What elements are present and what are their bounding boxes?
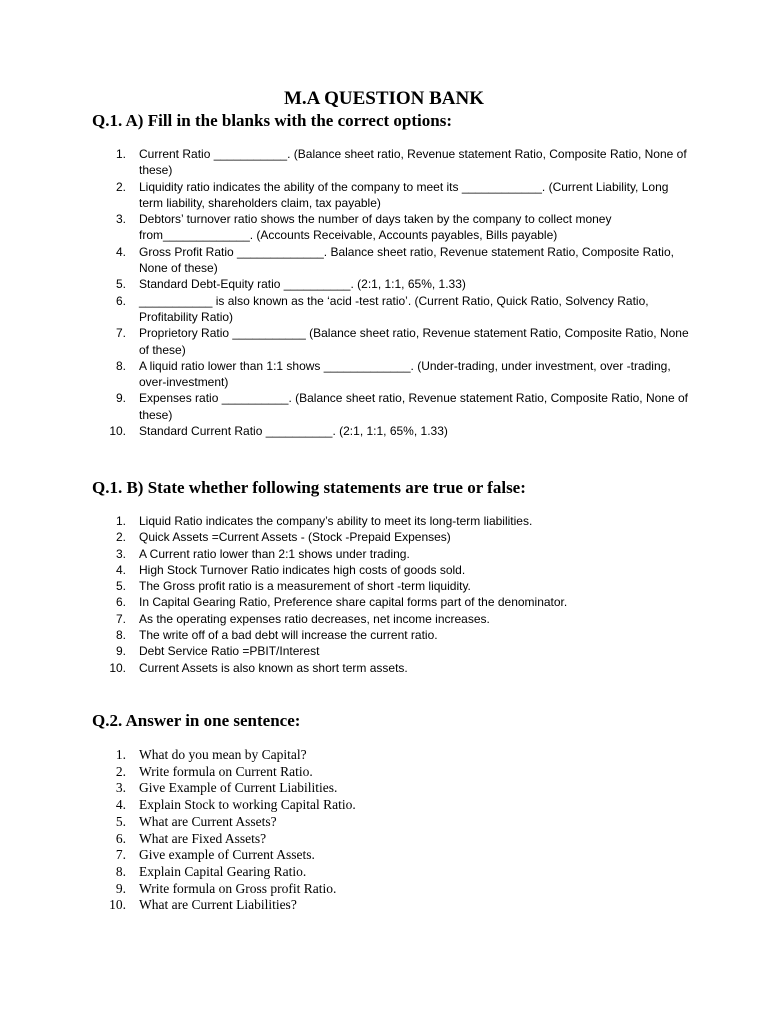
list-item: [92, 578, 692, 594]
list-item: [92, 780, 692, 797]
list-item-text: Explain Capital Gearing Ratio.: [139, 863, 307, 879]
list-item-number: 5.: [115, 277, 126, 292]
list-item-number: 10.: [109, 660, 126, 675]
list-item-text: Give example of Current Assets.: [139, 847, 315, 863]
list-item-number: 6.: [115, 595, 126, 610]
list-item: [92, 179, 692, 212]
list-item: [92, 747, 692, 764]
list-item-number: 1.: [115, 147, 126, 161]
list-item: [92, 847, 692, 864]
list-item: [92, 244, 692, 277]
list-item-text: Write formula on Gross profit Ratio.: [139, 880, 337, 896]
list-item: [92, 881, 692, 898]
list-item-number: 5.: [115, 579, 126, 594]
list-item-text: Gross Profit Ratio _____________. Balance sheet ratio, Revenue statement Ratio, Composite Ratio, None of these): [139, 244, 674, 276]
list-item: [92, 594, 692, 610]
list-item: [92, 864, 692, 881]
section-heading-one-sentence: Q.2. Answer in one sentence:: [92, 711, 301, 730]
list-item: [92, 627, 692, 643]
list-item-text: A Current ratio lower than 2:1 shows under trading.: [139, 546, 410, 561]
list-item-text: Current Ratio ___________. (Balance sheet ratio, Revenue statement Ratio, Composite Ratio, None of these): [139, 147, 687, 178]
list-item-number: 10.: [109, 424, 126, 439]
list-item: [92, 897, 692, 914]
list-item-number: 5.: [115, 813, 126, 829]
list-item-text: Proprietory Ratio ___________ (Balance sheet ratio, Revenue statement Ratio, Composite Ratio, None of these): [139, 326, 689, 357]
list-item-number: 7.: [115, 611, 126, 626]
list-item-number: 9.: [115, 391, 126, 406]
list-item-number: 9.: [115, 644, 126, 659]
list-item-text: A liquid ratio lower than 1:1 shows _____________. (Under-trading, under investment, over -trading, over-investment): [139, 358, 671, 390]
list-item-text: Expenses ratio __________. (Balance sheet ratio, Revenue statement Ratio, Composite Ratio, None of these): [139, 391, 688, 422]
list-item: [92, 643, 692, 659]
list-item: [92, 529, 692, 545]
fill-blanks-list: [92, 146, 692, 439]
list-item-text: Liquidity ratio indicates the ability of the company to meet its ____________. (Current Liability, Long term liability, shareholders claim, tax payable): [139, 179, 669, 210]
list-item-text: The Gross profit ratio is a measurement of short -term liquidity.: [139, 579, 471, 594]
list-item: [92, 358, 692, 391]
list-item: [92, 546, 692, 562]
list-item: [92, 513, 692, 529]
list-item-number: 4.: [115, 797, 126, 813]
list-item-number: 2.: [115, 763, 126, 779]
list-item-text: What are Current Liabilities?: [139, 897, 297, 913]
list-item: [92, 146, 692, 179]
list-item-number: 8.: [115, 628, 126, 643]
list-item-text: In Capital Gearing Ratio, Preference share capital forms part of the denominator.: [139, 595, 568, 610]
list-item: [92, 390, 692, 423]
list-item: [92, 660, 692, 676]
list-item: [92, 293, 692, 326]
list-item-number: 7.: [115, 326, 126, 341]
list-item-number: 4.: [115, 244, 126, 259]
list-item-text: What do you mean by Capital?: [139, 747, 307, 762]
list-item-number: 9.: [115, 880, 126, 896]
list-item-text: What are Current Assets?: [139, 813, 277, 829]
list-item-number: 1.: [115, 747, 126, 762]
list-item-text: Current Assets is also known as short term assets.: [139, 660, 408, 675]
list-item-number: 8.: [115, 863, 126, 879]
list-item: [92, 814, 692, 831]
list-item-text: ___________ is also known as the ‘acid -test ratio’. (Current Ratio, Quick Ratio, Solvency Ratio, Profitability Ratio): [139, 293, 649, 324]
list-item: [92, 562, 692, 578]
list-item: [92, 211, 692, 244]
list-item-text: Standard Debt-Equity ratio __________. (2:1, 1:1, 65%, 1.33): [139, 277, 466, 292]
list-item-text: Write formula on Current Ratio.: [139, 763, 313, 779]
list-item: [92, 764, 692, 781]
list-item-number: 10.: [109, 897, 126, 913]
list-item-number: 2.: [115, 179, 126, 194]
section-heading-true-false: Q.1. B) State whether following statements are true or false:: [92, 478, 526, 497]
list-item-text: The write off of a bad debt will increase the current ratio.: [139, 628, 438, 643]
list-item-text: Liquid Ratio indicates the company’s ability to meet its long-term liabilities.: [139, 514, 533, 528]
list-item-text: Debtors’ turnover ratio shows the number of days taken by the company to collect money from_____________. (Accounts Receivable, Accounts payables, Bills payable): [139, 212, 612, 243]
true-false-list: [92, 513, 692, 676]
list-item-number: 4.: [115, 562, 126, 577]
list-item-number: 8.: [115, 358, 126, 373]
list-item-number: 3.: [115, 212, 126, 227]
list-item-text: What are Fixed Assets?: [139, 830, 267, 846]
list-item: [92, 797, 692, 814]
list-item-text: Standard Current Ratio __________. (2:1, 1:1, 65%, 1.33): [139, 424, 448, 439]
list-item-text: Quick Assets =Current Assets - (Stock -Prepaid Expenses): [139, 530, 451, 545]
list-item: [92, 831, 692, 848]
list-item: [92, 276, 692, 292]
list-item: [92, 611, 692, 627]
one-sentence-list: [92, 747, 692, 914]
list-item-text: Debt Service Ratio =PBIT/Interest: [139, 644, 320, 659]
list-item-number: 3.: [115, 780, 126, 796]
list-item-number: 2.: [115, 530, 126, 545]
list-item-number: 6.: [115, 293, 126, 308]
list-item-text: High Stock Turnover Ratio indicates high costs of goods sold.: [139, 562, 466, 577]
list-item-number: 3.: [115, 546, 126, 561]
list-item-number: 6.: [115, 830, 126, 846]
list-item-text: Give Example of Current Liabilities.: [139, 780, 338, 796]
list-item-number: 7.: [115, 847, 126, 863]
list-item-number: 1.: [115, 514, 126, 528]
list-item-text: As the operating expenses ratio decreases, net income increases.: [139, 611, 490, 626]
list-item: [92, 325, 692, 358]
list-item-text: Explain Stock to working Capital Ratio.: [139, 797, 356, 813]
section-heading-fill-blanks: Q.1. A) Fill in the blanks with the correct options:: [92, 111, 452, 130]
list-item: [92, 423, 692, 439]
page-title: M.A QUESTION BANK: [283, 88, 485, 109]
